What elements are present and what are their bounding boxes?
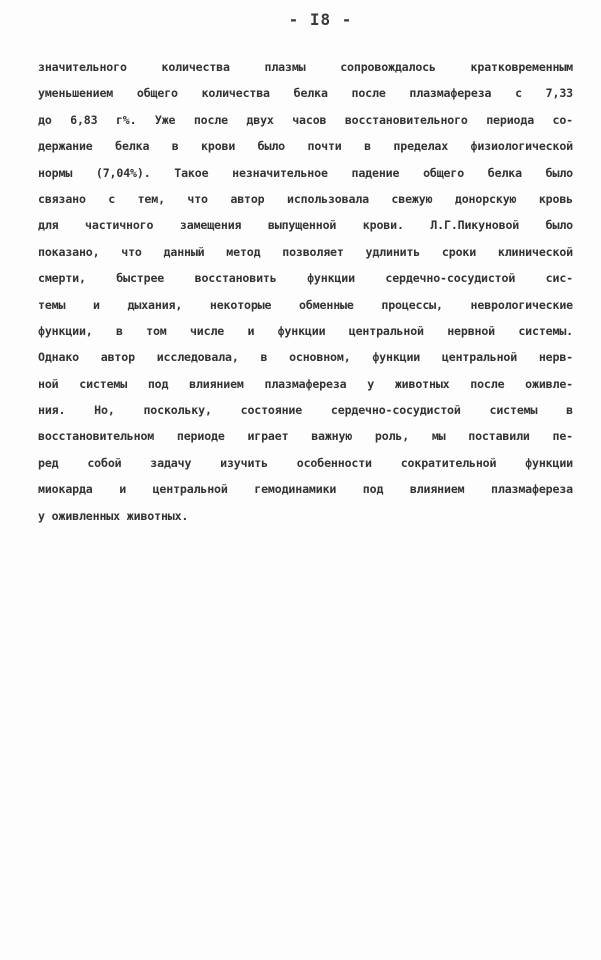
text-line: темы и дыхания, некоторые обменные процессы, неврологические xyxy=(38,297,573,312)
text-line: ной системы под влиянием плазмафереза у животных после оживле- xyxy=(38,376,573,391)
text-line: держание белка в крови было почти в пределах физиологической xyxy=(38,139,573,154)
text-line: восстановительном периоде играет важную роль, мы поставили пе- xyxy=(38,429,573,444)
text-line: до 6,83 г%. Уже после двух часов восстановительного периода со- xyxy=(38,112,573,127)
text-line: функции, в том числе и функции центральной нервной системы. xyxy=(38,323,573,338)
text-line: миокарда и центральной гемодинамики под влиянием плазмафереза xyxy=(38,482,573,497)
text-line: для частичного замещения выпущенной крови. Л.Г.Пикуновой было xyxy=(38,218,573,233)
text-line: уменьшением общего количества белка после плазмафереза с 7,33 xyxy=(38,86,573,101)
text-line: нормы (7,04%). Такое незначительное падение общего белка было xyxy=(38,165,573,180)
text-line: ред собой задачу изучить особенности сократительной функции xyxy=(38,455,573,470)
text-line: Однако автор исследовала, в основном, функции центральной нерв- xyxy=(38,350,573,365)
body-text xyxy=(38,54,573,529)
text-line: связано с тем, что автор использовала свежую донорскую кровь xyxy=(38,191,573,206)
text-line: смерти, быстрее восстановить функции сердечно-сосудистой сис- xyxy=(38,271,573,286)
text-line-last: у оживленных животных. xyxy=(38,508,189,523)
text-line: ния. Но, поскольку, состояние сердечно-сосудистой системы в xyxy=(38,403,573,418)
text-line: значительного количества плазмы сопровождалось кратковременным xyxy=(38,60,573,74)
page-number: - I8 - xyxy=(288,10,353,29)
text-line: показано, что данный метод позволяет удлинить сроки клинической xyxy=(38,244,573,259)
